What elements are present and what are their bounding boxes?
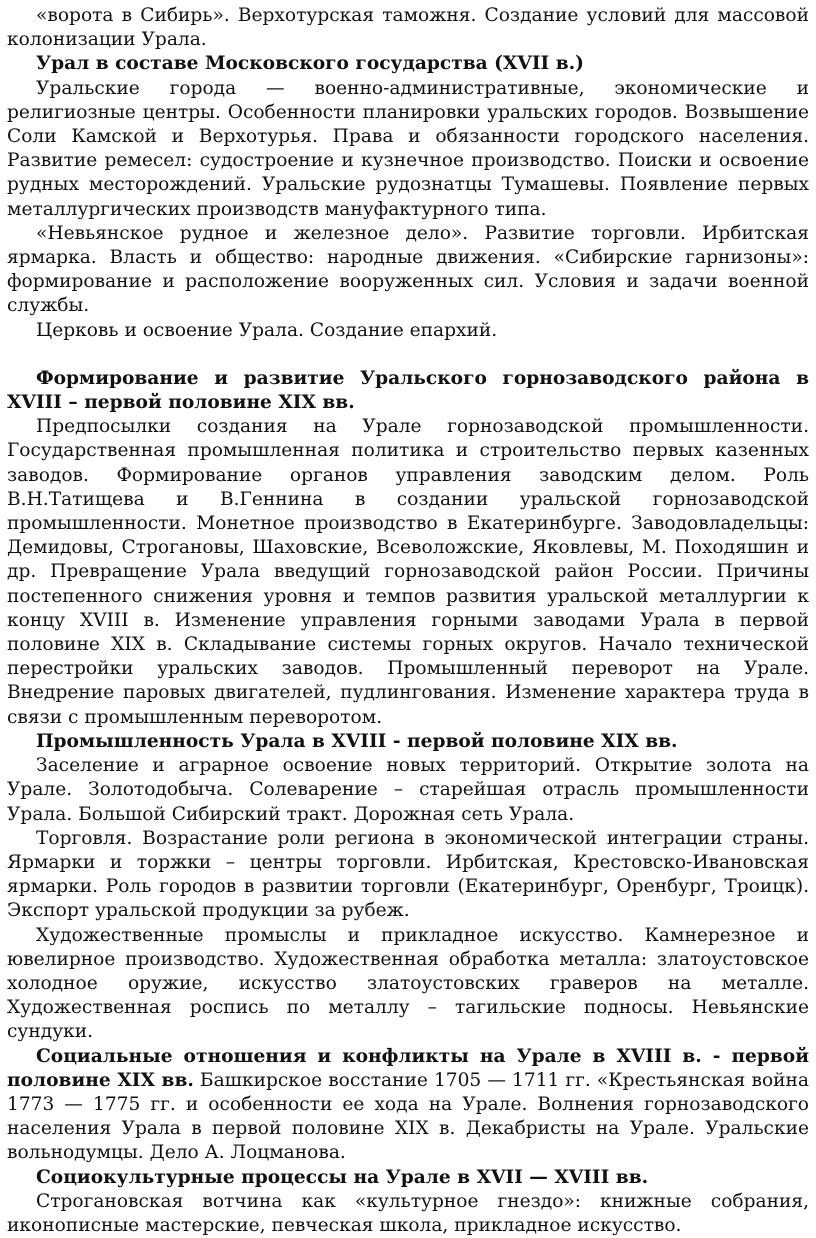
heading-social-conflicts: Социальные отношения и конфликты на Урале в XVIII в. - первой половине XIX вв. bbox=[7, 1045, 809, 1091]
blank-line bbox=[7, 343, 809, 367]
paragraph-trade: Торговля. Возрастание роли региона в экономической интеграции страны. Ярмарки и торжки – центры торговли. Ирбитская, Крестовско-Ивановская ярмарки. Роль городов в развитии торговли (Екатеринбург, Оренбург, Троицк). Экспорт уральской продукции за рубеж. bbox=[7, 827, 809, 922]
heading-moscow-state: Урал в составе Московского государства (XVII в.) bbox=[36, 53, 584, 75]
paragraph-settlement: Заселение и аграрное освоение новых территорий. Открытие золота на Урале. Золотодобыча. Солеварение – старейшая отрасль промышленности Урала. Большой Сибирский тракт. Дорожная сеть Урала. bbox=[7, 755, 809, 825]
paragraph-nevyansk: «Невьянское рудное и железное дело». Развитие торговли. Ирбитская ярмарка. Власть и общество: народные движения. «Сибирские гарнизоны»: формирование и расположение вооруженных сил. Условия и задачи военной службы. bbox=[7, 222, 809, 317]
heading-sociocultural: Социокультурные процессы на Урале в XVII — XVIII вв. bbox=[36, 1166, 649, 1188]
paragraph-colonization: «ворота в Сибирь». Верхотурская таможня. Создание условий для массовой колонизации Урала. bbox=[7, 5, 809, 51]
paragraph-ural-cities: Уральские города — военно-административные, экономические и религиозные центры. Особенности планировки уральских городов. Возвышение Соли Камской и Верхотурья. Права и обязанности городского населения. Развитие ремесел: судостроение и кузнечное производство. Поиски и освоение рудных месторождений. Уральские рудознатцы Тумашевы. Появление первых металлургических производств мануфактурного типа. bbox=[7, 77, 809, 220]
paragraph-social-conflicts bbox=[7, 1045, 809, 1166]
paragraph-stroganov: Строгановская вотчина как «культурное гнездо»: книжные собрания, иконописные мастерские, певческая школа, прикладное искусство. bbox=[7, 1190, 809, 1236]
paragraph-crafts: Художественные промыслы и прикладное искусство. Камнерезное и ювелирное производство. Художественная обработка металла: златоустовское холодное оружие, искусство златоустовских граверов на металле. Художественная роспись по металлу – тагильские подносы. Невьянские сундуки. bbox=[7, 924, 809, 1043]
heading-mining-district: Формирование и развитие Уральского горнозаводского района в XVIII – первой половине XIX вв. bbox=[7, 367, 809, 414]
social-conflicts-text: Башкирское восстание 1705 — 1711 гг. «Крестьянская война 1773 — 1775 гг. и особенности ее хода на Урале. Волнения горнозаводского населения Урала в первой половине XIX в. Декабристы на Урале. Уральские вольнодумцы. Дело А. Лоцманова. bbox=[7, 1069, 810, 1164]
paragraph-church: Церковь и освоение Урала. Создание епархий. bbox=[36, 319, 498, 341]
heading-industry: Промышленность Урала в XVIII - первой половине XIX вв. bbox=[36, 730, 678, 752]
paragraph-mining-industry: Предпосылки создания на Урале горнозаводской промышленности. Государственная промышленная политика и строительство первых казенных заводов. Формирование органов управления заводским делом. Роль В.Н.Татищева и В.Геннина в создании уральской горнозаводской промышленности. Монетное производство в Екатеринбурге. Заводовладельцы: Демидовы, Строгановы, Шаховские, Всеволожские, Яковлевы, М. Походяшин и др. Превращение Урала введущий горнозаводской район России. Причины постепенного снижения уровня и темпов развития уральской металлургии к концу XVIII в. Изменение управления горными заводами Урала в первой половине XIX в. Складывание системы горных округов. Начало технической перестройки уральских заводов. Промышленный переворот на Урале. Внедрение паровых двигателей, пудлингования. Изменение характера труда в связи с промышленным переворотом. bbox=[7, 416, 809, 728]
